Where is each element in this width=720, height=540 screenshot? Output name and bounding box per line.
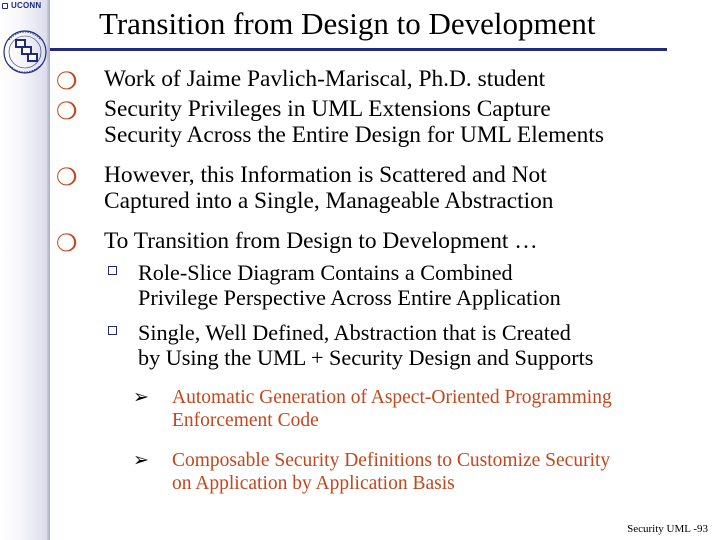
sub-sub-bullet-line: Composable Security Definitions to Customize Security — [172, 450, 611, 471]
sub-bullet-line: Single, Well Defined, Abstraction that is Created — [138, 320, 571, 345]
sub-bullet-item — [138, 320, 593, 370]
brand-mark-icon — [2, 3, 8, 9]
arrow-bullet-icon: ➢ — [133, 449, 149, 471]
sub-sub-bullet-line: Automatic Generation of Aspect-Oriented Programming — [172, 387, 612, 408]
hollow-circle-bullet-icon: ❍ — [56, 163, 78, 191]
bullet-line: Captured into a Single, Manageable Abstraction — [104, 188, 554, 214]
arrow-bullet-icon: ➢ — [133, 386, 149, 408]
department-seal-logo — [2, 14, 48, 90]
sub-sub-bullet-item — [133, 386, 612, 432]
checkbox-bullet-icon — [108, 326, 117, 335]
hollow-circle-bullet-icon: ❍ — [56, 229, 78, 257]
left-sidebar-band — [0, 0, 50, 540]
slide-footer: Security UML -93 — [627, 523, 708, 535]
sub-bullet-item — [138, 260, 561, 310]
slide-title: Transition from Design to Development — [99, 6, 596, 41]
sub-bullet-line: Privilege Perspective Across Entire Application — [138, 285, 561, 310]
bullet-line: To Transition from Design to Development … — [104, 228, 538, 254]
sub-sub-bullet-item — [133, 449, 611, 495]
sub-bullet-line: by Using the UML + Security Design and Supports — [138, 345, 594, 370]
bullet-item — [56, 96, 604, 148]
sub-bullet-line: Role-Slice Diagram Contains a Combined — [138, 260, 513, 285]
bullet-line: Work of Jaime Pavlich-Mariscal, Ph.D. student — [104, 66, 546, 92]
bullet-item — [56, 162, 554, 214]
bullet-line: Security Across the Entire Design for UML Elements — [104, 122, 604, 148]
brand-text: UCONN — [11, 1, 42, 10]
hollow-circle-bullet-icon: ❍ — [56, 67, 78, 95]
sub-sub-bullet-line: Enforcement Code — [172, 410, 319, 431]
bullet-line: However, this Information is Scattered and Not — [104, 162, 547, 188]
bullet-item — [56, 228, 538, 257]
hollow-circle-bullet-icon: ❍ — [56, 97, 78, 125]
sub-sub-bullet-line: on Application by Application Basis — [172, 473, 455, 494]
title-underline — [50, 48, 667, 51]
checkbox-bullet-icon — [108, 266, 117, 275]
bullet-item — [56, 66, 546, 95]
bullet-line: Security Privileges in UML Extensions Capture — [104, 96, 551, 122]
